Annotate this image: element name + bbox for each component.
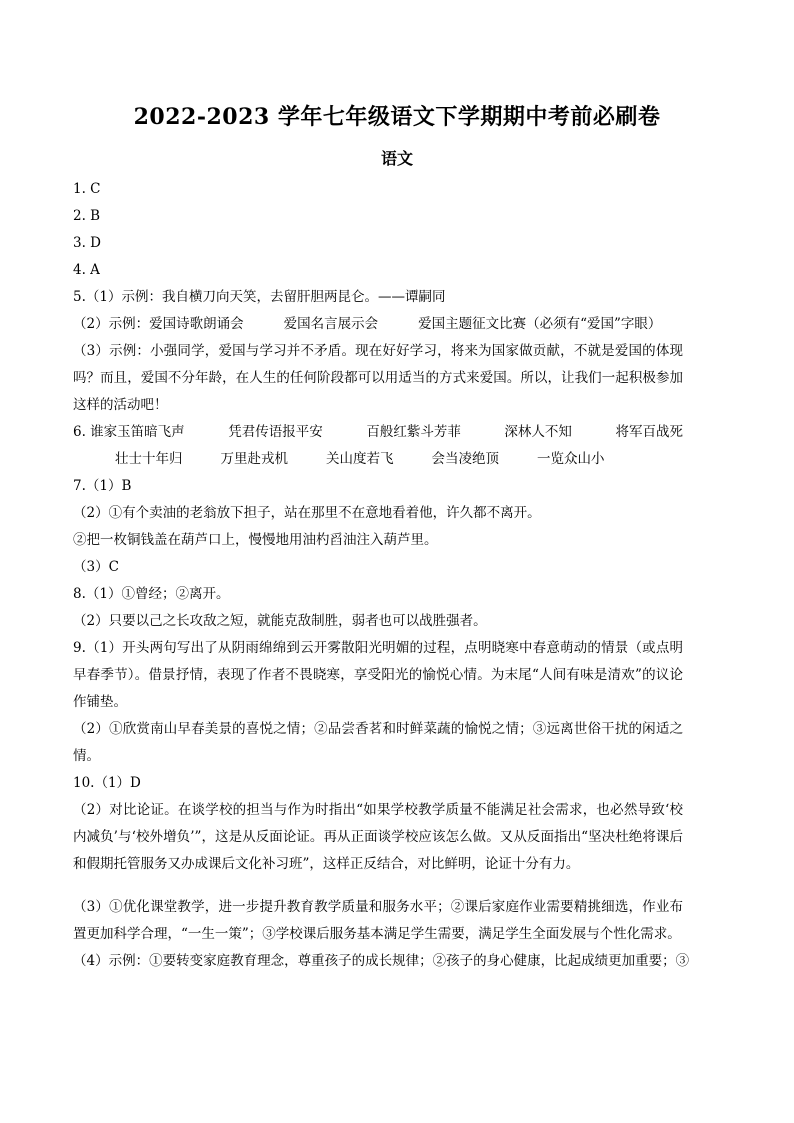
q6-item: 百般红紫斗芳菲 bbox=[366, 424, 461, 440]
q6-item: 会当凌绝顶 bbox=[431, 451, 499, 467]
answer-q5-3: （3）示例：小强同学，爱国与学习并不矛盾。现在好好学习，将来为国家做贡献，不就是爱国的体现吗？而且，爱国不分年龄，在人生的任何阶段都可以用适当的方式来爱国。所以，让我们一起积极参加这样的活动吧！ bbox=[73, 343, 683, 413]
answer-q10-4: （4）示例：①要转变家庭教育理念，尊重孩子的成长规律；②孩子的身心健康，比起成绩更加重要；③ bbox=[73, 953, 690, 969]
q6-item: 一览众山小 bbox=[537, 451, 605, 467]
q6-item: 关山度若飞 bbox=[326, 451, 394, 467]
answer-q9-2: （2）①欣赏南山早春美景的喜悦之情；②品尝香茗和时鲜菜蔬的愉悦之情；③远离世俗干扰的闲适之情。 bbox=[73, 721, 683, 764]
answer-q5-1: 5.（1）示例：我自横刀向天笑，去留肝胆两昆仑。——谭嗣同 bbox=[73, 289, 446, 305]
q6-item: 深林人不知 bbox=[504, 424, 572, 440]
answer-q10-1: 10.（1）D bbox=[73, 775, 141, 791]
answer-q5-2-c: 爱国主题征文比赛（必须有“爱国”字眼） bbox=[418, 316, 662, 332]
answer-q7-1: 7.（1）B bbox=[73, 478, 132, 494]
q6-item: 凭君传语报平安 bbox=[228, 424, 323, 440]
spacer bbox=[73, 878, 683, 894]
answer-body bbox=[73, 176, 690, 975]
answer-q10-3: （3）①优化课堂教学，进一步提升教育教学质量和服务水平；②课后家庭作业需要精挑细选，作业布置更加科学合理，“一生一策”；③学校课后服务基本满足学生需要，满足学生全面发展与个性化需求。 bbox=[73, 899, 683, 942]
answer-q6-row2 bbox=[73, 446, 683, 473]
answer-q1: 1. C bbox=[73, 181, 101, 197]
q6-item: 将军百战死 bbox=[615, 424, 683, 440]
answer-q5-2-a: （2）示例：爱国诗歌朗诵会 bbox=[73, 316, 244, 332]
page-subtitle: 语文 bbox=[380, 149, 413, 168]
answer-q7-2b: ②把一枚铜钱盖在葫芦口上，慢慢地用油杓舀油注入葫芦里。 bbox=[73, 532, 438, 548]
answer-q7-3: （3）C bbox=[73, 559, 119, 575]
q6-item: 万里赴戎机 bbox=[220, 451, 288, 467]
answer-q8-2: （2）只要以己之长攻敌之短，就能克敌制胜，弱者也可以战胜强者。 bbox=[73, 613, 487, 629]
answer-q8-1: 8.（1）①曾经；②离开。 bbox=[73, 586, 230, 602]
answer-q7-2a: （2）①有个卖油的老翁放下担子，站在那里不在意地看着他，许久都不离开。 bbox=[73, 505, 541, 521]
q6-item: 壮士十年归 bbox=[115, 451, 183, 467]
page-title: 2022-2023 学年七年级语文下学期期中考前必刷卷 bbox=[133, 104, 661, 130]
answer-q2: 2. B bbox=[73, 208, 101, 224]
answer-q6-row1 bbox=[73, 419, 683, 446]
answer-q9-1: 9.（1）开头两句写出了从阴雨绵绵到云开雾散阳光明媚的过程，点明晓寒中春意萌动的情景（或点明早春季节）。借景抒情，表现了作者不畏晓寒，享受阳光的愉悦心情。为末尾“人间有味是清欢”的议论作铺垫。 bbox=[73, 640, 683, 710]
answer-q3: 3. D bbox=[73, 235, 101, 251]
answer-q5-2-b: 爱国名言展示会 bbox=[283, 316, 379, 332]
q6-item: 6. 谁家玉笛暗飞声 bbox=[73, 424, 185, 440]
answer-q4: 4. A bbox=[73, 262, 100, 278]
answer-q10-2: （2）对比论证。在谈学校的担当与作为时指出“如果学校教学质量不能满足社会需求，也必然导致‘校内减负’与‘校外增负’”，这是从反面论证。再从正面谈学校应该怎么做。又从反面指出“坚决杜绝将课后和假期托管服务又办成课后文化补习班”，这样正反结合，对比鲜明，论证十分有力。 bbox=[73, 802, 683, 872]
answer-q5-2 bbox=[73, 311, 683, 338]
